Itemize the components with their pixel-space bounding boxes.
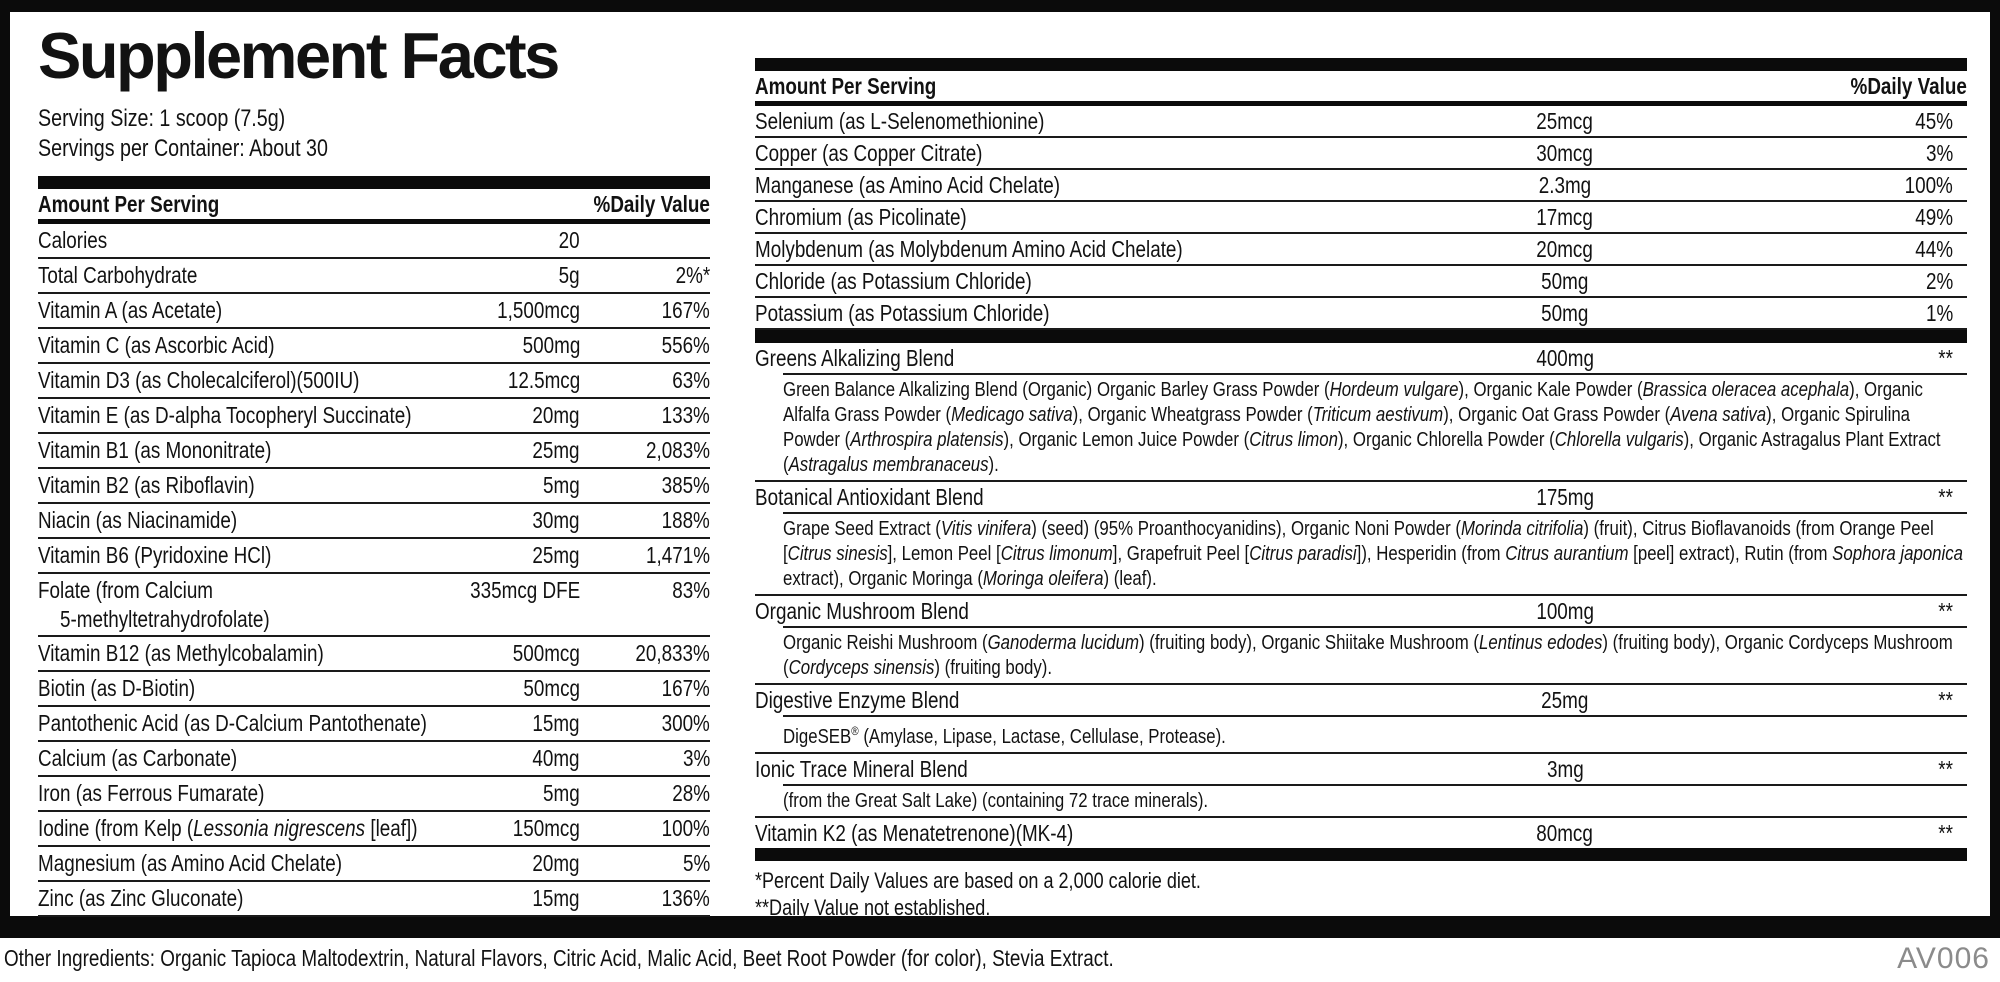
nutrient-daily-value: 3%	[1925, 140, 1953, 166]
footnote-percent-dv: *Percent Daily Values are based on a 2,000 calorie diet.	[755, 867, 1201, 893]
footnotes	[755, 867, 1967, 921]
table-row	[38, 362, 710, 397]
nutrient-amount: 25mg	[1541, 687, 1589, 713]
nutrient-name: Organic Mushroom Blend	[755, 598, 969, 624]
right-nutrient-rows	[755, 106, 1967, 328]
nutrient-name: Potassium (as Potassium Chloride)	[755, 300, 1050, 326]
nutrient-daily-value: 45%	[1915, 108, 1953, 134]
nutrient-amount: 25mcg	[1536, 108, 1594, 134]
table-row	[38, 502, 710, 537]
nutrient-daily-value: **	[1938, 755, 1953, 782]
nutrient-name: Chloride (as Potassium Chloride)	[755, 268, 1032, 294]
nutrient-name: Calcium (as Carbonate)	[38, 745, 238, 771]
nutrient-amount: 500mg	[522, 332, 580, 358]
nutrient-amount: 400mg	[1536, 345, 1594, 371]
nutrient-name: Pantothenic Acid (as D-Calcium Pantothenate)	[38, 710, 427, 736]
nutrient-name: Ionic Trace Mineral Blend	[755, 755, 968, 782]
nutrient-daily-value: 49%	[1915, 204, 1953, 230]
nutrient-daily-value: **	[1938, 687, 1953, 713]
nutrient-daily-value: **	[1938, 345, 1953, 371]
proprietary-blends	[755, 343, 1967, 848]
right-column	[755, 58, 1967, 921]
table-row	[38, 224, 710, 257]
table-row	[38, 635, 710, 670]
nutrient-amount: 1,500mcg	[497, 297, 580, 323]
daily-value-label: %Daily Value	[593, 191, 710, 217]
blend-ingredients: Green Balance Alkalizing Blend (Organic) Organic Barley Grass Powder (Hordeum vulgare), Organic Kale Powder (Brassica oleracea acephala), Organic Alfalfa Grass Powder (Medicago sativa), Organic Wheatgrass Powder (Triticum aestivum), Organic Oat Grass Powder (Avena sativa), Organic Spirulina Powder (Arthrospira platensis), Organic Lemon Juice Powder (Citrus limon), Organic Chlorella Powder (Chlorella vulgaris), Organic Astragalus Plant Extract (Astragalus membranaceus).	[783, 378, 1941, 476]
blend-row	[755, 754, 1967, 784]
nutrient-amount: 25mg	[532, 542, 580, 568]
nutrient-amount: 5mg	[543, 472, 580, 498]
blend-row	[755, 482, 1967, 512]
table-row	[38, 572, 710, 635]
nutrient-amount: 12.5mcg	[507, 367, 580, 393]
page-title: Supplement Facts	[38, 19, 558, 92]
nutrient-daily-value: 385%	[661, 472, 710, 498]
nutrient-name-line2: 5-methyltetrahydrofolate)	[60, 606, 270, 632]
blend-row	[755, 596, 1967, 626]
nutrient-daily-value: 44%	[1915, 236, 1953, 262]
table-row	[755, 232, 1967, 264]
nutrient-name: Molybdenum (as Molybdenum Amino Acid Chelate)	[755, 236, 1183, 262]
nutrient-name: Vitamin D3 (as Cholecalciferol)(500IU)	[38, 367, 360, 393]
table-row	[38, 880, 710, 915]
nutrient-name: Vitamin K2 (as Menatetrenone)(MK-4)	[755, 819, 1074, 846]
nutrient-name: Vitamin B1 (as Mononitrate)	[38, 437, 272, 463]
table-row	[38, 845, 710, 880]
blend-ingredients: (from the Great Salt Lake) (containing 72 trace minerals).	[783, 788, 1209, 812]
table-row	[38, 432, 710, 467]
nutrient-amount: 30mcg	[1536, 140, 1594, 166]
nutrient-daily-value: 100%	[1904, 172, 1953, 198]
nutrient-name: Botanical Antioxidant Blend	[755, 484, 984, 510]
table-row	[38, 705, 710, 740]
nutrient-daily-value: 136%	[661, 885, 710, 911]
section-bar	[755, 58, 1967, 71]
nutrient-name: Vitamin E (as D-alpha Tocopheryl Succinate)	[38, 402, 412, 428]
nutrient-name: Folate (from Calcium 5-methyltetrahydrofolate)	[38, 576, 438, 633]
nutrient-daily-value: 556%	[661, 332, 710, 358]
nutrient-name: Vitamin A (as Acetate)	[38, 297, 223, 323]
nutrient-amount: 20mg	[532, 850, 580, 876]
nutrient-name: Chromium (as Picolinate)	[755, 204, 967, 230]
nutrient-daily-value: 167%	[661, 297, 710, 323]
table-row	[38, 327, 710, 362]
nutrient-daily-value: 167%	[661, 675, 710, 701]
section-bar	[755, 848, 1967, 861]
nutrient-daily-value: **	[1938, 484, 1953, 510]
table-row	[38, 467, 710, 502]
table-row	[755, 106, 1967, 136]
nutrient-daily-value: 83%	[672, 577, 710, 603]
nutrient-amount: 175mg	[1536, 484, 1594, 510]
table-row	[38, 292, 710, 327]
nutrient-amount: 50mg	[1541, 300, 1589, 326]
table-row	[38, 740, 710, 775]
table-row	[38, 397, 710, 432]
nutrient-name: Vitamin B2 (as Riboflavin)	[38, 472, 255, 498]
nutrient-name: Selenium (as L-Selenomethionine)	[755, 108, 1045, 134]
nutrient-daily-value: **	[1938, 819, 1953, 846]
serving-size-text: Serving Size: 1 scoop (7.5g)	[38, 105, 286, 132]
amount-per-serving-label: Amount Per Serving	[755, 73, 937, 99]
nutrient-amount: 2.3mg	[1538, 172, 1592, 198]
nutrient-amount: 15mg	[532, 885, 580, 911]
nutrient-daily-value: 188%	[661, 507, 710, 533]
table-row	[755, 136, 1967, 168]
left-nutrient-rows	[38, 224, 710, 915]
nutrient-amount: 30mg	[532, 507, 580, 533]
nutrient-daily-value: 63%	[672, 367, 710, 393]
nutrient-name: Greens Alkalizing Blend	[755, 345, 955, 371]
nutrient-name: Magnesium (as Amino Acid Chelate)	[38, 850, 343, 876]
right-table-header	[755, 71, 1967, 101]
nutrient-amount: 50mcg	[523, 675, 580, 701]
nutrient-daily-value: 1,471%	[646, 542, 710, 568]
nutrient-daily-value: 300%	[661, 710, 710, 736]
table-row	[38, 810, 710, 845]
nutrient-name: Iodine (from Kelp (Lessonia nigrescens [leaf])	[38, 815, 418, 841]
left-table-header	[38, 189, 710, 219]
nutrient-amount: 50mg	[1541, 268, 1589, 294]
table-row	[755, 264, 1967, 296]
nutrient-amount: 335mcg DFE	[469, 577, 580, 603]
other-ingredients-text: Other Ingredients: Organic Tapioca Maltodextrin, Natural Flavors, Citric Acid, Malic Acid, Beet Root Powder (for color), Stevia Extract.	[4, 945, 1114, 971]
blend-row	[755, 818, 1967, 848]
left-column	[38, 20, 710, 917]
table-row	[755, 296, 1967, 328]
nutrient-amount: 3mg	[1546, 755, 1584, 782]
nutrient-daily-value: **	[1938, 598, 1953, 624]
nutrient-name: Vitamin C (as Ascorbic Acid)	[38, 332, 275, 358]
nutrient-daily-value: 1%	[1925, 300, 1953, 326]
blend-ingredients: Grape Seed Extract (Vitis vinifera) (seed) (95% Proanthocyanidins), Organic Noni Powder (Morinda citrifolia) (fruit), Citrus Bioflavanoids (from Orange Peel [Citrus sinesis], Lemon Peel [Citrus limonum], Grapefruit Peel [Citrus paradisi]), Hesperidin (from Citrus aurantium [peel] extract), Rutin (from Sophora japonica extract), Organic Moringa (Moringa oleifera) (leaf).	[783, 517, 1964, 590]
nutrient-name: Total Carbohydrate	[38, 262, 198, 288]
footnote-not-established: **Daily Value not established.	[755, 894, 991, 920]
nutrient-amount: 80mcg	[1536, 819, 1594, 846]
table-row	[38, 537, 710, 572]
nutrient-amount: 5mg	[543, 780, 580, 806]
blend-row	[755, 343, 1967, 373]
nutrient-daily-value: 2%*	[675, 262, 710, 288]
table-row	[755, 200, 1967, 232]
nutrient-name: Digestive Enzyme Blend	[755, 687, 960, 713]
blend-ingredients: DigeSEB® (Amylase, Lipase, Lactase, Cellulase, Protease).	[783, 724, 1226, 748]
nutrient-amount: 20mcg	[1536, 236, 1594, 262]
nutrient-amount: 25mg	[532, 437, 580, 463]
nutrient-amount: 20mg	[532, 402, 580, 428]
table-row	[38, 670, 710, 705]
blend-row	[755, 685, 1967, 715]
nutrient-name: Iron (as Ferrous Fumarate)	[38, 780, 265, 806]
section-bar	[38, 176, 710, 189]
daily-value-label: %Daily Value	[1850, 73, 1967, 99]
nutrient-name: Biotin (as D-Biotin)	[38, 675, 196, 701]
nutrient-daily-value: 133%	[661, 402, 710, 428]
nutrient-name: Manganese (as Amino Acid Chelate)	[755, 172, 1061, 198]
nutrient-amount: 150mcg	[512, 815, 580, 841]
table-end-rule	[38, 915, 710, 917]
servings-per-container-text: Servings per Container: About 30	[38, 135, 328, 162]
nutrient-amount: 40mg	[532, 745, 580, 771]
table-row	[38, 257, 710, 292]
nutrient-amount: 20	[559, 227, 580, 253]
nutrient-amount: 100mg	[1536, 598, 1594, 624]
section-bar	[755, 330, 1967, 343]
nutrient-daily-value: 100%	[661, 815, 710, 841]
nutrient-name: Calories	[38, 227, 108, 253]
nutrient-name: Copper (as Copper Citrate)	[755, 140, 983, 166]
nutrient-name: Vitamin B6 (Pyridoxine HCl)	[38, 542, 272, 568]
nutrient-name: Niacin (as Niacinamide)	[38, 507, 238, 533]
nutrient-daily-value: 5%	[682, 850, 710, 876]
nutrient-daily-value: 28%	[672, 780, 710, 806]
nutrient-amount: 15mg	[532, 710, 580, 736]
table-row	[38, 775, 710, 810]
nutrient-daily-value: 3%	[682, 745, 710, 771]
nutrient-daily-value	[580, 226, 715, 255]
nutrient-daily-value: 20,833%	[635, 640, 710, 666]
nutrient-amount: 5g	[559, 262, 580, 288]
nutrient-name: Zinc (as Zinc Gluconate)	[38, 885, 244, 911]
nutrient-daily-value: 2%	[1925, 268, 1953, 294]
nutrient-name: Vitamin B12 (as Methylcobalamin)	[38, 640, 324, 666]
table-row	[755, 168, 1967, 200]
nutrient-amount: 500mcg	[512, 640, 580, 666]
blend-ingredients: Organic Reishi Mushroom (Ganoderma lucidum) (fruiting body), Organic Shiitake Mushroom (Lentinus edodes) (fruiting body), Organic Cordyceps Mushroom (Cordyceps sinensis) (fruiting body).	[783, 631, 1953, 679]
amount-per-serving-label: Amount Per Serving	[38, 191, 220, 217]
nutrient-daily-value: 2,083%	[646, 437, 710, 463]
nutrient-amount: 17mcg	[1536, 204, 1594, 230]
label-code: AV006	[1897, 942, 1990, 975]
